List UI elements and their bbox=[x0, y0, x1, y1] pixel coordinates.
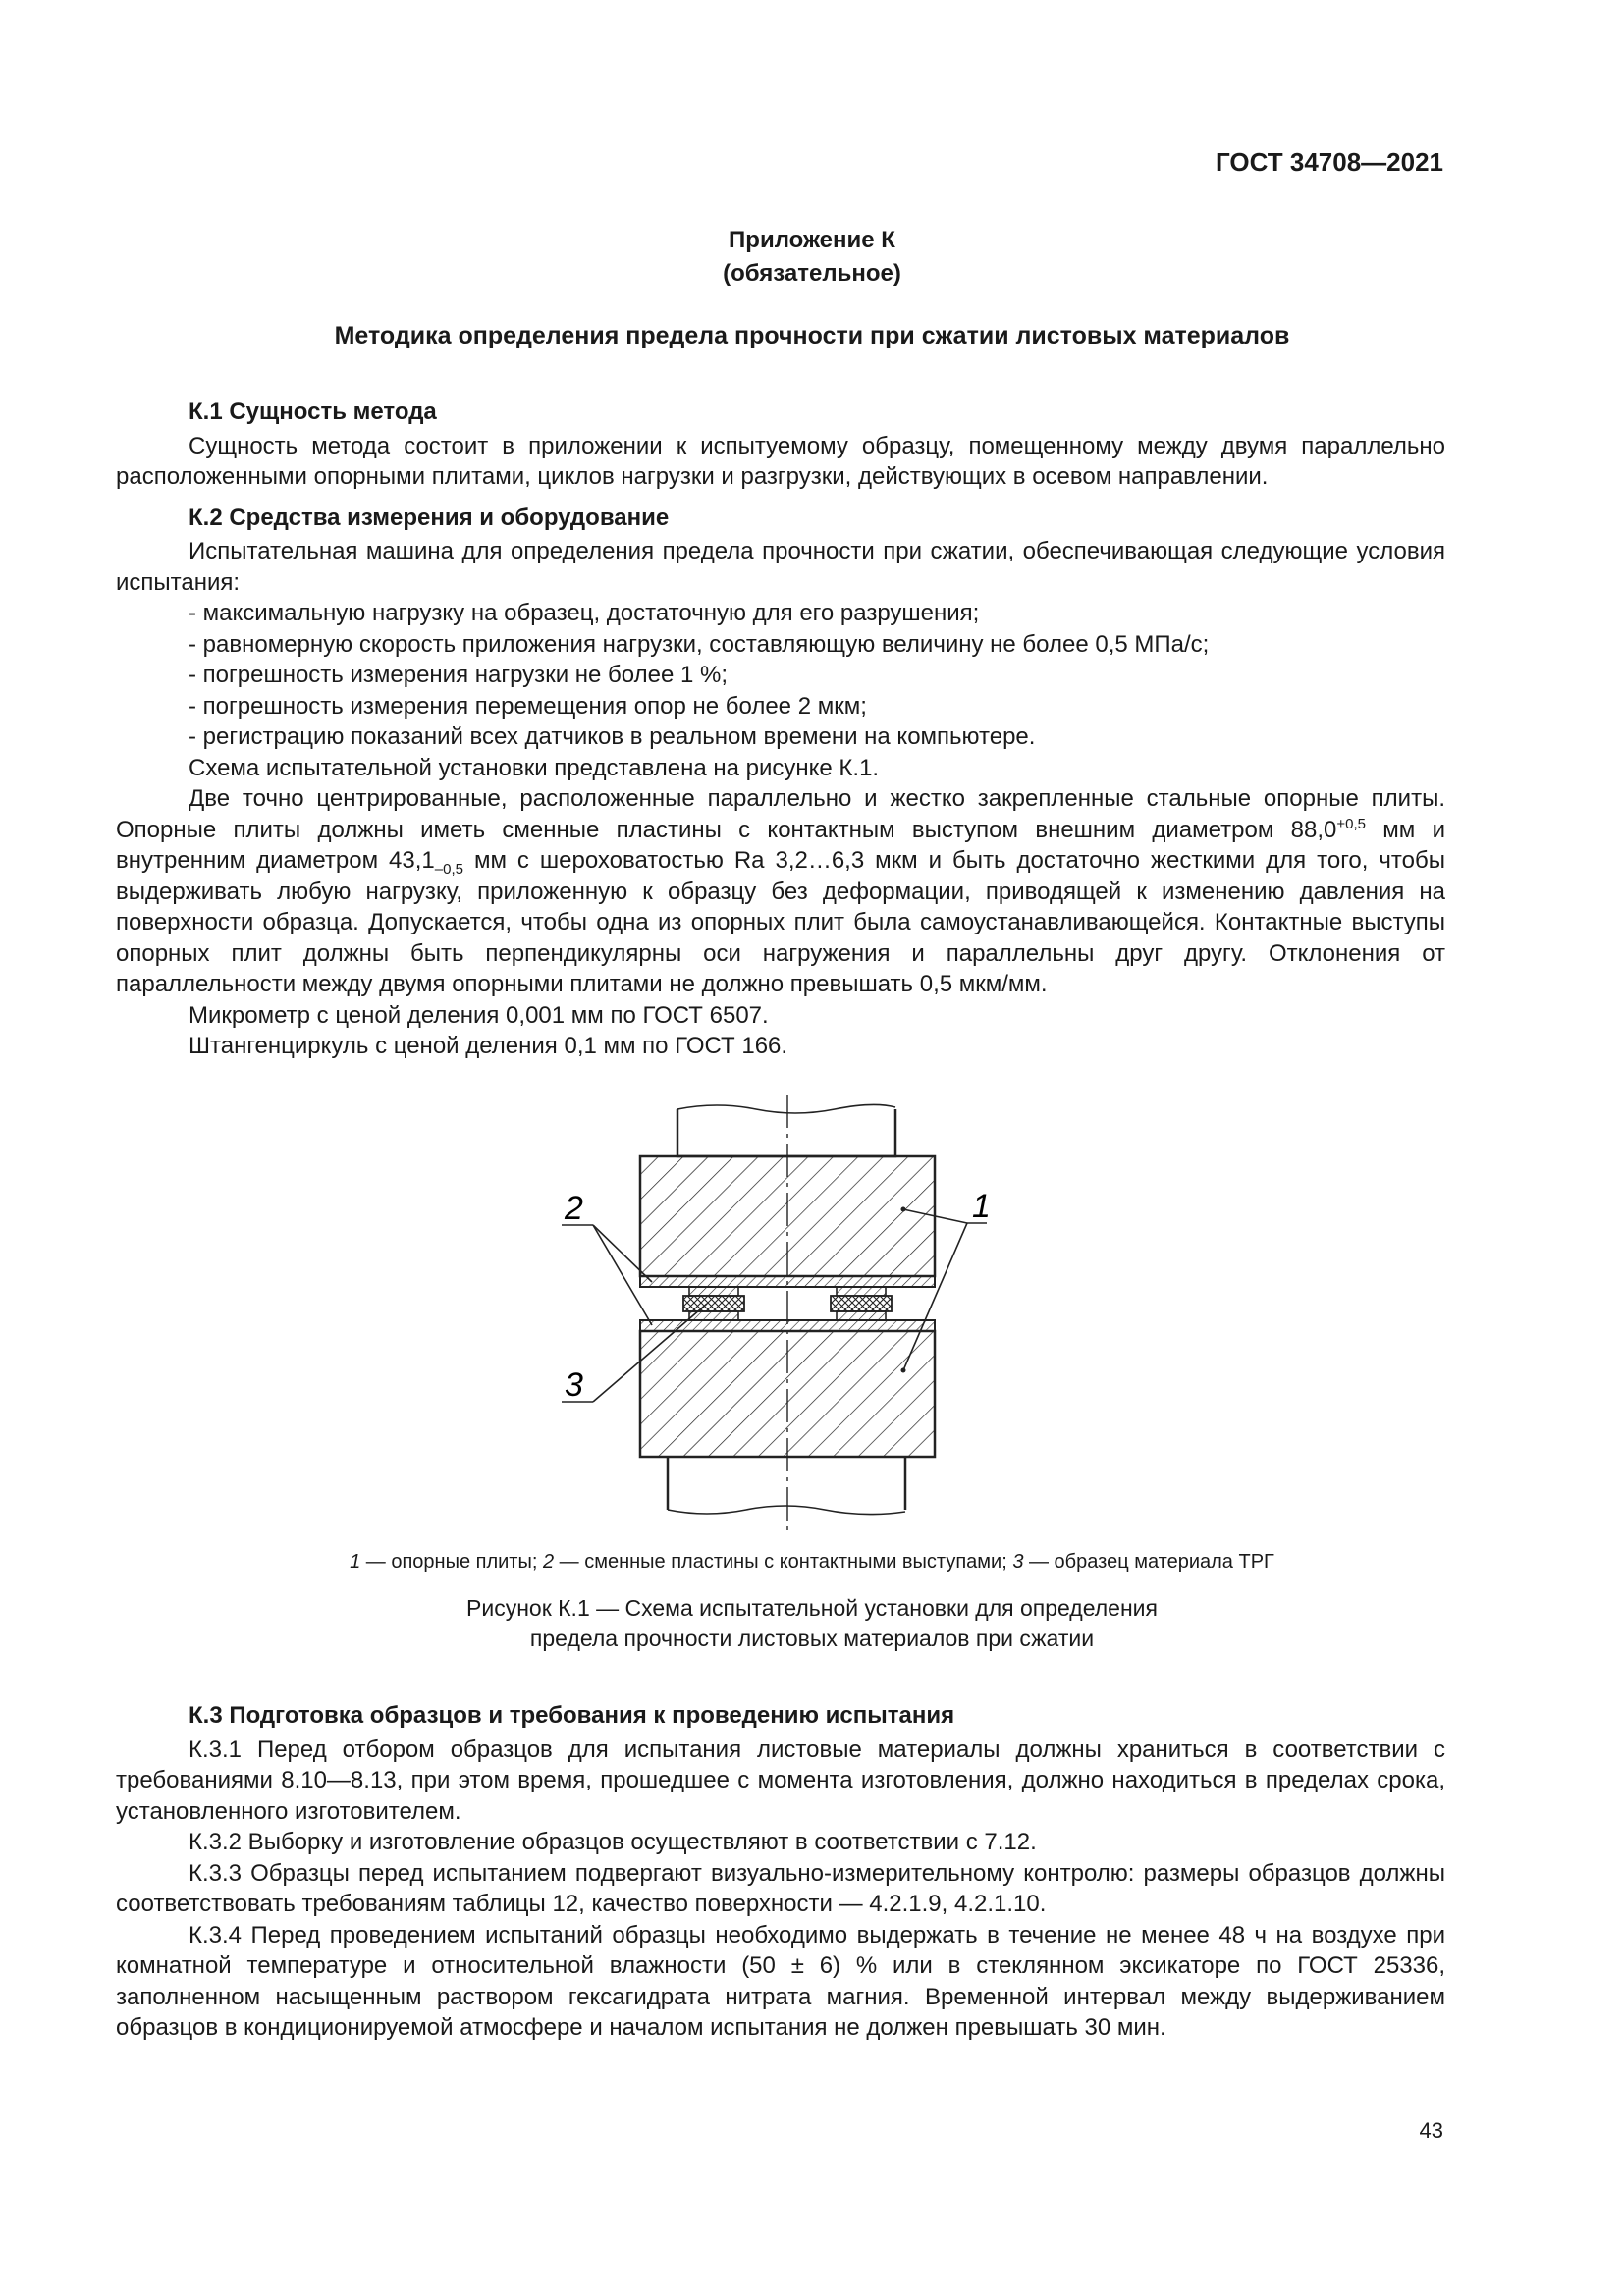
figure-label-1: 1 bbox=[972, 1188, 991, 1225]
k2-list-item: - погрешность измерения нагрузки не более 1 %; bbox=[189, 662, 728, 688]
k2-list-item: - равномерную скорость приложения нагрузки, составляющую величину не более 0,5 МПа/с; bbox=[189, 630, 1210, 658]
lower-contact-protrusion-right bbox=[837, 1311, 886, 1320]
k2-paragraph-machine: Испытательная машина для определения предела прочности при сжатии, обеспечивающая следующие условия испытания: bbox=[116, 538, 1445, 596]
specimen-left bbox=[683, 1296, 744, 1311]
legend-text: — опорные плиты; bbox=[360, 1551, 543, 1573]
k2-list-item: - максимальную нагрузку на образец, достаточную для его разрушения; bbox=[189, 600, 980, 626]
figure-legend bbox=[0, 1551, 1624, 1574]
k2-caliper: Штангенциркуль с ценой деления 0,1 мм по ГОСТ 166. bbox=[189, 1033, 788, 1059]
page-number: 43 bbox=[1419, 2118, 1443, 2143]
k2-scheme-reference: Схема испытательной установки представлена на рисунке К.1. bbox=[189, 754, 880, 781]
standard-number: ГОСТ 34708—2021 bbox=[1216, 147, 1443, 177]
figure-label-3: 3 bbox=[565, 1366, 583, 1404]
legend-text: — образец материала ТРГ bbox=[1023, 1551, 1274, 1573]
k2-list-item: - погрешность измерения перемещения опор не более 2 мкм; bbox=[189, 692, 867, 720]
legend-text: — сменные пластины с контактными выступами; bbox=[554, 1551, 1013, 1573]
k1-paragraph: Сущность метода состоит в приложении к испытуемому образцу, помещенному между двумя параллельно расположенными опорными плитами, циклов нагрузки и разгрузки, действующих в осевом направлении. bbox=[116, 432, 1445, 490]
k3-clause-2: К.3.2 Выборку и изготовление образцов осуществляют в соответствии с 7.12. bbox=[189, 1829, 1037, 1855]
k2-micrometer: Микрометр с ценой деления 0,001 мм по ГОСТ 6507. bbox=[189, 1001, 769, 1029]
k2-list-item: - регистрацию показаний всех датчиков в реальном времени на компьютере. bbox=[189, 723, 1036, 750]
k3-clause-3: К.3.3 Образцы перед испытанием подвергают визуально-измерительному контролю: размеры образцов должны соответствовать требованиям таблицы 12, качество поверхности — 4.2.1.9, 4.2.1.10. bbox=[116, 1859, 1445, 1917]
legend-number: 1 bbox=[350, 1551, 361, 1573]
plates-text-b: мм и внутренним диаметром 43,1 bbox=[116, 816, 1445, 874]
outer-diameter-tolerance: +0,5 bbox=[1336, 815, 1366, 832]
figure-label-2: 2 bbox=[565, 1190, 583, 1227]
k2-plates-paragraph bbox=[116, 783, 1445, 1000]
appendix-status: (обязательное) bbox=[723, 260, 901, 287]
section-k3 bbox=[116, 1700, 1445, 2044]
appendix-heading bbox=[0, 224, 1624, 291]
figure-caption-line2: предела прочности листовых материалов при сжатии bbox=[529, 1626, 1095, 1651]
k3-heading: К.3 Подготовка образцов и требования к проведению испытания bbox=[189, 1702, 955, 1729]
inner-diameter-tolerance: –0,5 bbox=[434, 860, 463, 878]
plates-text-a: Две точно центрированные, расположенные параллельно и жестко закрепленные стальные опорные плиты. Опорные плиты должны иметь сменные пластины с контактным выступом внешним диаметром 88,0 bbox=[116, 785, 1445, 843]
upper-contact-protrusion-right bbox=[837, 1287, 886, 1296]
upper-contact-protrusion-left bbox=[689, 1287, 738, 1296]
k1-heading: К.1 Сущность метода bbox=[189, 399, 437, 425]
appendix-label: Приложение К bbox=[729, 227, 895, 253]
upper-stem bbox=[677, 1104, 895, 1156]
figure-caption-line1: Рисунок К.1 — Схема испытательной установки для определения bbox=[466, 1595, 1158, 1621]
figure-k1-diagram bbox=[0, 1090, 1624, 1551]
k3-clause-4: К.3.4 Перед проведением испытаний образцы необходимо выдержать в течение не менее 48 ч на воздухе при комнатной температуре и относительной влажности (50 ± 6) % или в стеклянном эксикаторе по ГОСТ 25336, заполненном насыщенным раствором гексагидрата нитрата магния. Временной интервал между выдерживанием образцов в кондиционируемой атмосфере и началом испытания не должен превышать 30 мин. bbox=[116, 1921, 1445, 2041]
specimen-right bbox=[831, 1296, 892, 1311]
lower-stem bbox=[668, 1457, 905, 1515]
figure-caption bbox=[0, 1593, 1624, 1654]
section-k1-k2 bbox=[116, 397, 1445, 1062]
appendix-title: Методика определения предела прочности при сжатии листовых материалов bbox=[334, 322, 1290, 349]
k3-clause-1: К.3.1 Перед отбором образцов для испытания листовые материалы должны храниться в соответствии с требованиями 8.10—8.13, при этом время, прошедшее с момента изготовления, должно находиться в пределах срока, установленного изготовителем. bbox=[116, 1735, 1445, 1825]
k2-heading: К.2 Средства измерения и оборудование bbox=[189, 504, 670, 531]
legend-number: 3 bbox=[1012, 1551, 1024, 1573]
plates-text-c: мм с шероховатостью Ra 3,2…6,3 мкм и быть достаточно жесткими для того, чтобы выдерживать любую нагрузку, приложенную к образцу без деформации, приводящей к изменению давления на поверхности образца. Допускается, чтобы одна из опорных плит была самоустанавливающейся. Контактные выступы опорных плит должны быть перпендикулярны оси нагружения и параллельны друг другу. Отклонения от параллельности между двумя опорными плитами не должно превышать 0,5 мкм/мм. bbox=[116, 847, 1445, 997]
leader-label-2 bbox=[562, 1190, 652, 1325]
legend-number: 2 bbox=[542, 1551, 555, 1573]
